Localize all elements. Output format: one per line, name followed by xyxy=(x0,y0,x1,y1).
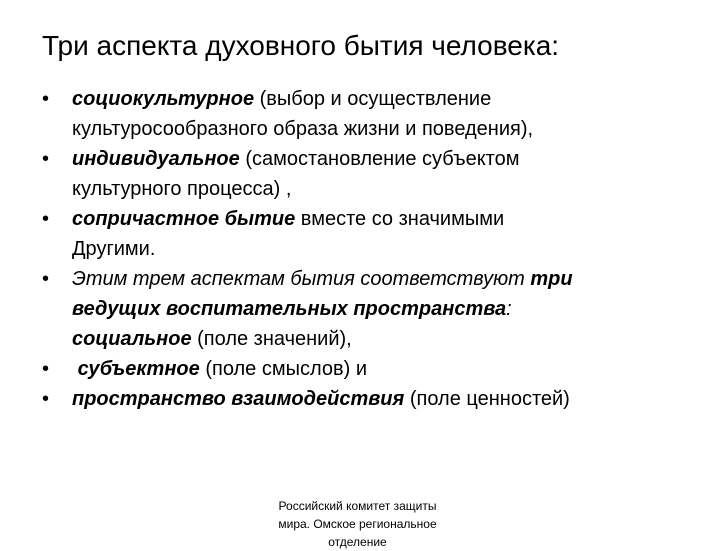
bullet-line xyxy=(72,84,692,114)
bullet-text: (поле значений), xyxy=(191,328,352,350)
bullet-line xyxy=(72,204,692,234)
bullet-item-sociocultural xyxy=(42,84,692,144)
bullet-term: сопричастное бытие xyxy=(72,208,296,230)
bullet-item-interaction xyxy=(42,384,692,414)
footer-line: отделение xyxy=(328,535,387,549)
bullet-text: (самостановление субъектом xyxy=(239,148,520,170)
bullet-term: социальное xyxy=(72,328,192,350)
bullet-continuation: культурного процесса) , xyxy=(72,178,292,200)
bullet-icon: • xyxy=(42,148,50,170)
bullet-term: субъектное xyxy=(77,358,200,380)
bullet-line xyxy=(72,354,692,384)
bullet-item-individual xyxy=(42,144,692,204)
footer-line: Российский комитет защиты xyxy=(278,499,437,513)
bullet-item-three-spaces xyxy=(42,264,692,354)
bullet-list xyxy=(42,84,692,414)
bullet-icon: • xyxy=(42,358,50,380)
bullet-continuation xyxy=(72,294,692,324)
bullet-continuation: Другими. xyxy=(72,238,156,260)
slide-title: Три аспекта духовного бытия человека: xyxy=(42,30,560,61)
bullet-icon: • xyxy=(42,208,50,230)
bullet-term: три xyxy=(530,268,573,290)
bullet-text: (поле ценностей) xyxy=(404,388,570,410)
bullet-line xyxy=(72,144,692,174)
bullet-term: пространство взаимодействия xyxy=(72,388,405,410)
bullet-icon: • xyxy=(42,388,50,410)
bullet-icon: • xyxy=(42,268,50,290)
bullet-icon: • xyxy=(42,88,50,110)
slide-footer xyxy=(255,497,460,549)
bullet-term: ведущих воспитательных пространства xyxy=(72,298,507,320)
bullet-term: индивидуальное xyxy=(72,148,240,170)
bullet-text: (поле смыслов) и xyxy=(199,358,368,380)
bullet-item-participatory xyxy=(42,204,692,264)
bullet-term: социокультурное xyxy=(72,88,255,110)
bullet-item-subjective xyxy=(42,354,692,384)
bullet-colon: : xyxy=(506,298,512,320)
bullet-text: (выбор и осуществление xyxy=(254,88,492,110)
bullet-continuation xyxy=(72,324,692,354)
bullet-italic-text: Этим трем аспектам бытия соответствуют xyxy=(72,268,531,290)
footer-line: мира. Омское региональное xyxy=(278,517,437,531)
bullet-line xyxy=(72,264,692,294)
bullet-line xyxy=(72,384,692,414)
bullet-continuation: культуросообразного образа жизни и поведения), xyxy=(72,118,534,140)
bullet-text: вместе со значимыми xyxy=(295,208,505,230)
